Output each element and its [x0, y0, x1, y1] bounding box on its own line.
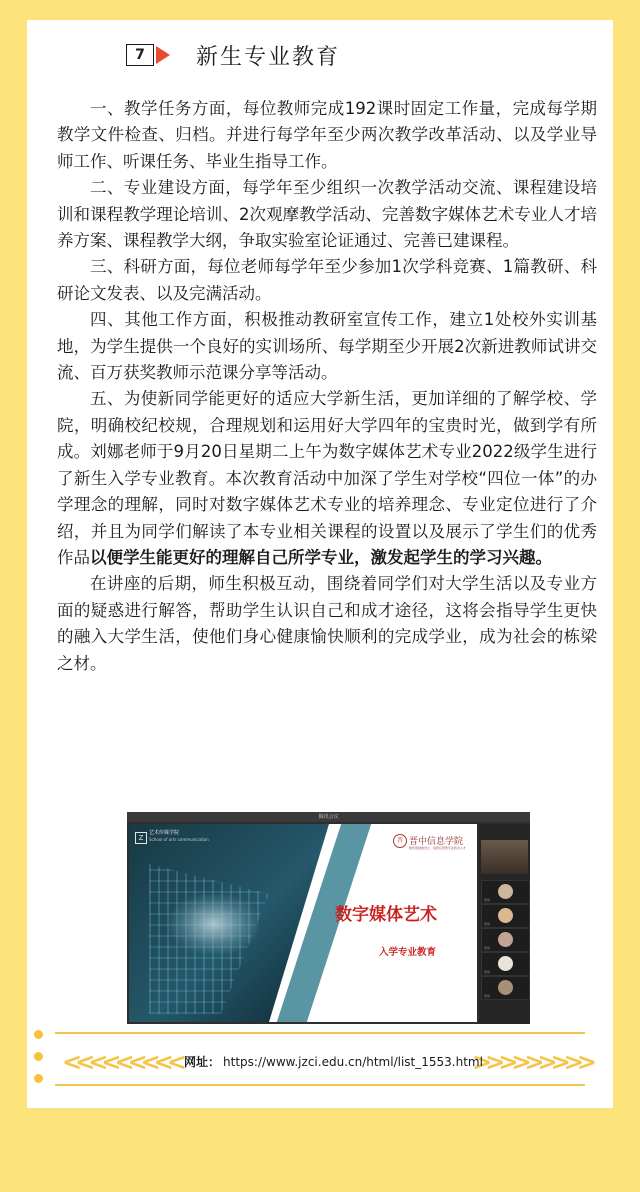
presentation-slide [129, 824, 477, 1022]
participant-item[interactable] [481, 952, 530, 976]
avatar [498, 908, 513, 923]
participant-item[interactable] [481, 904, 530, 928]
slide-sub-title: 入学专业教育 [379, 947, 437, 958]
section-number: 7 [126, 44, 154, 66]
participant-name: 学员 [484, 994, 491, 998]
slide-school-name: 艺术传媒学院 [149, 830, 180, 836]
arrow-right-icon [156, 46, 170, 64]
avatar [498, 980, 513, 995]
avatar [498, 956, 513, 971]
avatar [498, 884, 513, 899]
participant-name: 学员 [484, 946, 491, 950]
participant-panel [479, 824, 530, 1024]
meeting-window-title: 腾讯会议 [127, 812, 530, 822]
section-title: 新生专业教育 [196, 44, 341, 70]
chevrons-right-icon: >>>>>>>>> [472, 1048, 590, 1076]
participant-name: 学员 [484, 922, 491, 926]
slide-university-name: 晋中信息学院 [409, 837, 464, 847]
dot-icon [34, 1052, 43, 1061]
slide-university-sub: 教育部批准设立 · 培养应用型专业技术人才 [409, 846, 466, 850]
paragraph-freshman-text: 五、为使新同学能更好的适应大学新生活，更加详细的了解学校、学院，明确校纪校规，合理规划和运用好大学四年的宝贵时光，做到学有所成。刘娜老师于9月20日星期二上午为数字媒体艺术专业2022级学生进行了新生入学专业教育。本次教育活动中加深了学生对学校“四位一体”的办学理念的理解，同时对数字媒体艺术专业的培养理念、专业定位进行了介绍，并且为同学们解读了本专业相关课程的设置以及展示了学生们的优秀作品 [57, 389, 597, 567]
footer-divider-bottom [55, 1084, 585, 1086]
meeting-screenshot [127, 812, 530, 1024]
avatar [498, 932, 513, 947]
participant-name: 学员 [484, 898, 491, 902]
paragraph-major-building: 二、专业建设方面，每学年至少组织一次教学活动交流、课程建设培训和课程教学理论培训、2次观摩教学活动、完善数字媒体艺术专业人才培养方案、课程教学大纲，争取实验室论证通过、完善已建课程。 [57, 178, 597, 251]
footer-divider-top [55, 1032, 585, 1034]
paragraph-other-work: 四、其他工作方面，积极推动教研室宣传工作，建立1处校外实训基地，为学生提供一个良好的实训场所、每学期至少开展2次新进教师试讲交流、百万获奖教师示范课分享等活动。 [57, 310, 597, 383]
slide-hand-image [169, 894, 259, 954]
dot-icon [34, 1030, 43, 1039]
participant-item[interactable] [481, 976, 530, 1000]
participant-item[interactable] [481, 880, 530, 904]
chevrons-left-icon: <<<<<<<<< [62, 1048, 180, 1076]
university-seal-icon: 晋 [393, 834, 407, 848]
body-text [57, 96, 597, 677]
paragraph-teaching: 一、教学任务方面，每位教师完成192课时固定工作量，完成每学期教学文件检查、归档。并进行每学年至少两次教学改革活动、以及学业导师工作、听课任务、毕业生指导工作。 [57, 99, 597, 171]
paragraph-lecture-summary: 在讲座的后期，师生积极互动，围绕着同学们对大学生活以及专业方面的疑惑进行解答，帮助学生认识自己和成才途径，这将会指导学生更快的融入大学生活，使他们身心健康愉快顺利的完成学业，成为社会的栋梁之材。 [57, 574, 597, 673]
url-label: 网址： [184, 1055, 221, 1069]
website-url[interactable] [184, 1053, 483, 1070]
url-link[interactable]: https://www.jzci.edu.cn/html/list_1553.html [223, 1055, 483, 1069]
section-heading [126, 38, 340, 72]
participant-video[interactable] [481, 840, 528, 874]
slide-school-name-en: School of arts communication [149, 837, 209, 842]
school-logo-icon: Z [135, 832, 147, 844]
paragraph-freshman-education [57, 386, 597, 571]
participant-item[interactable] [481, 928, 530, 952]
slide-main-title: 数字媒体艺术 [335, 905, 437, 925]
dot-icon [34, 1074, 43, 1083]
paragraph-freshman-emphasis: 以便学生能更好的理解自己所学专业，激发起学生的学习兴趣。 [90, 547, 552, 567]
paragraph-research: 三、科研方面，每位老师每学年至少参加1次学科竞赛、1篇教研、科研论文发表、以及完满活动。 [57, 257, 597, 303]
participant-name: 学员 [484, 970, 491, 974]
